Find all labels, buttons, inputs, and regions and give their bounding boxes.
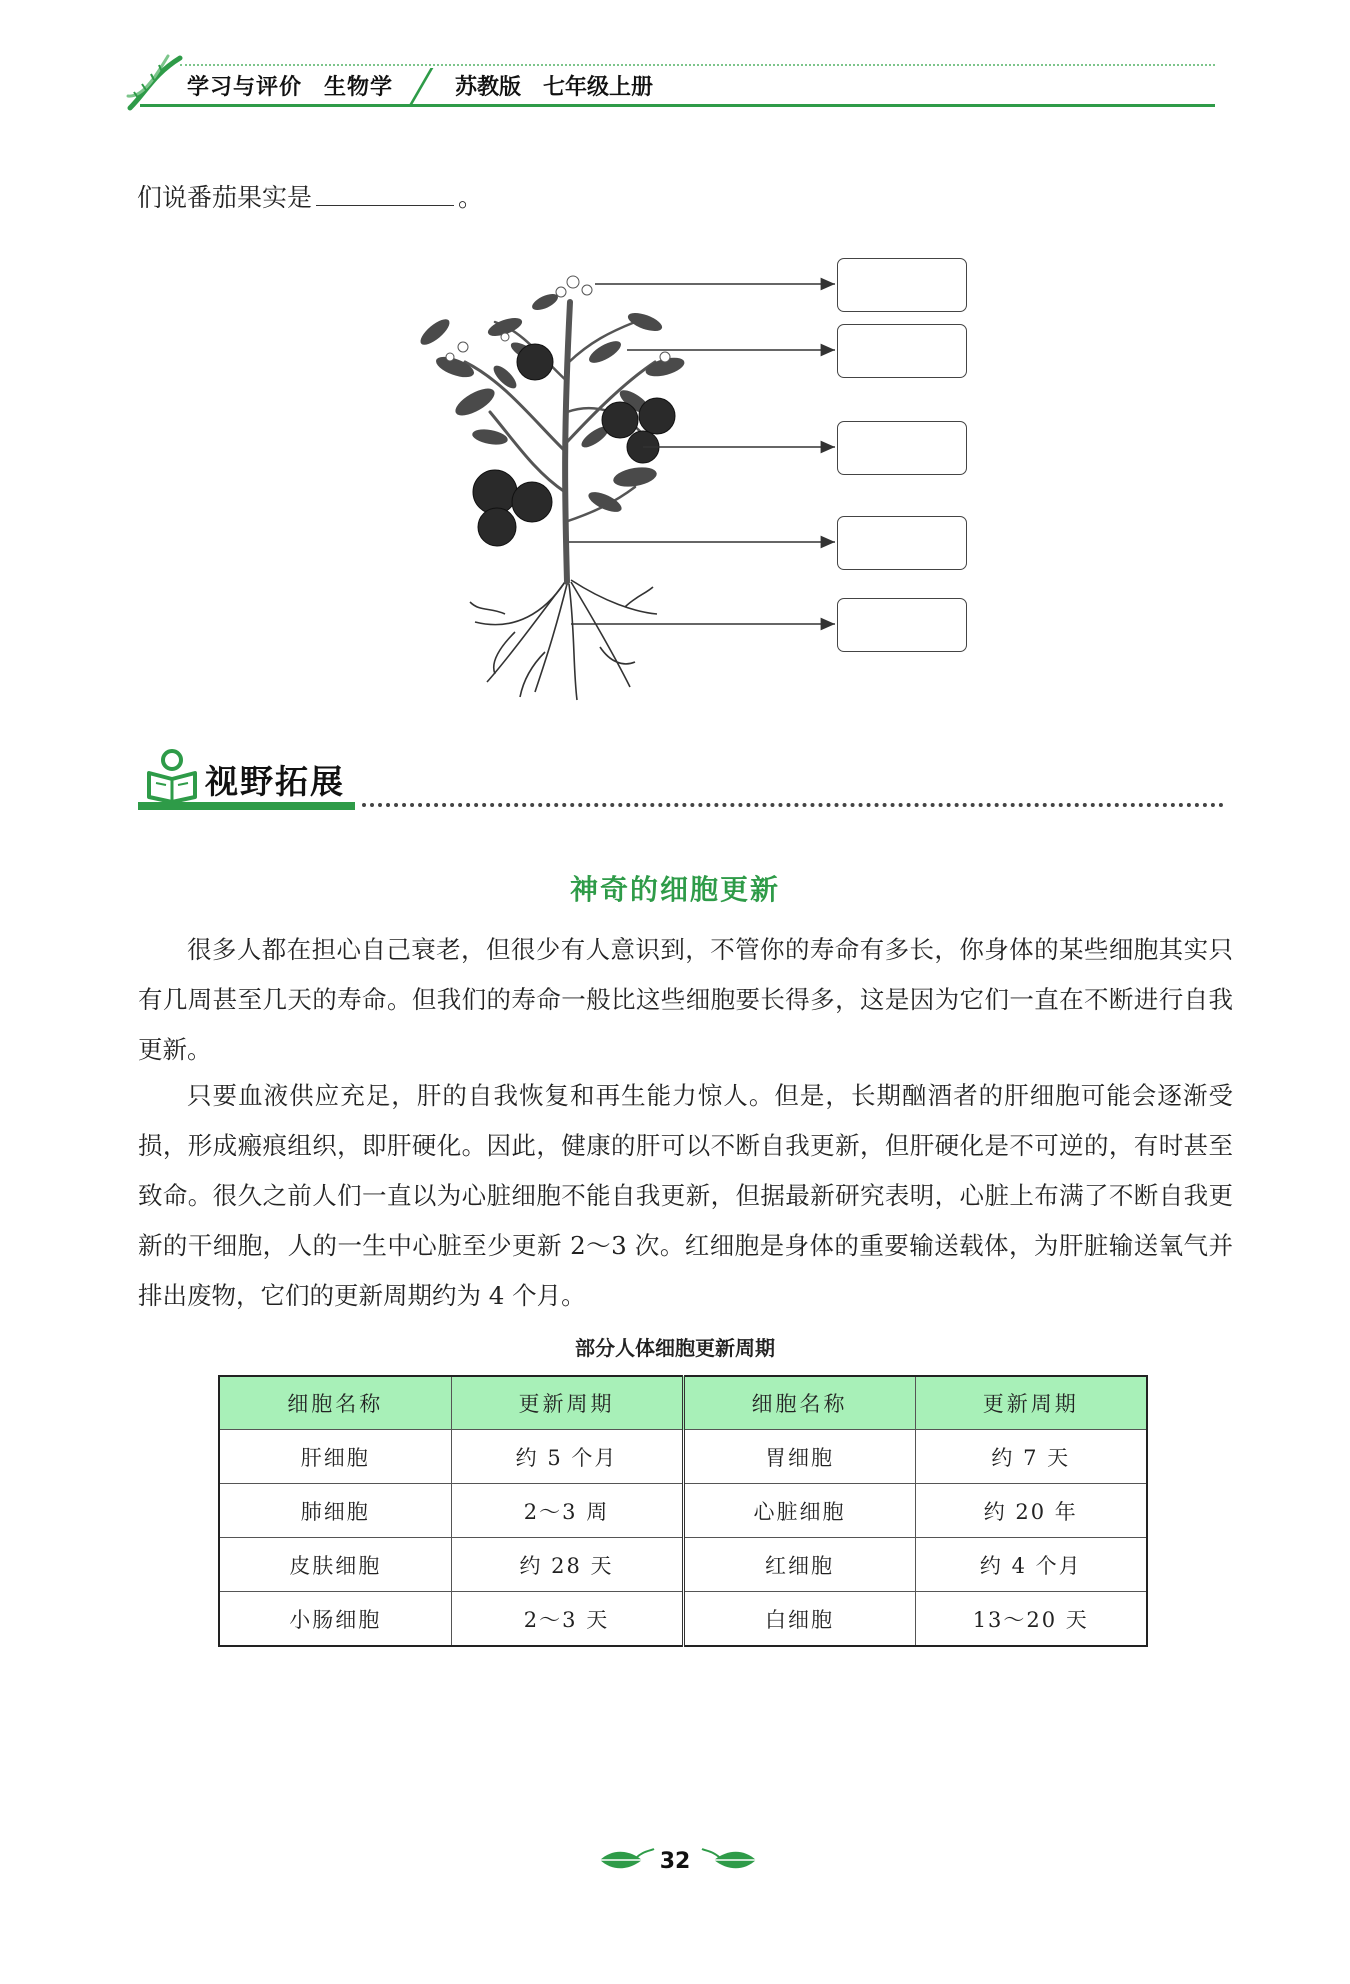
cell-period: 约 5 个月 [451, 1430, 683, 1484]
roots [470, 580, 657, 700]
cell-name: 皮肤细胞 [219, 1538, 451, 1592]
table-row [219, 1592, 1147, 1647]
grade-label: 七年级上册 [543, 75, 654, 100]
table-title: 部分人体细胞更新周期 [575, 1336, 775, 1360]
table-row [219, 1538, 1147, 1592]
page-number: 32 [659, 1849, 691, 1874]
header-slash [410, 68, 434, 104]
cell-name: 小肠细胞 [219, 1592, 451, 1647]
cell-period: 约 7 天 [915, 1430, 1147, 1484]
answer-blank[interactable] [316, 179, 454, 206]
header-cell-period: 更新周期 [451, 1376, 683, 1430]
cell-name: 肺细胞 [219, 1484, 451, 1538]
question-prefix: 们说番茄果实是 [137, 183, 313, 212]
label-box-leaf[interactable] [837, 421, 967, 475]
article-paragraph-1: 很多人都在担心自己衰老，但很少有人意识到，不管你的寿命有多长，你身体的某些细胞其实只有几周甚至几天的寿命。但我们的寿命一般比这些细胞要长得多，这是因为它们一直在不断进行自我更新。 [138, 935, 1233, 1064]
header-edition [455, 70, 653, 101]
article-title: 神奇的细胞更新 [569, 873, 780, 906]
series-title: 学习与评价 [187, 75, 303, 100]
article-paragraph-2: 只要血液供应充足，肝的自我恢复和再生能力惊人。但是，长期酗酒者的肝细胞可能会逐渐受损，形成瘢痕组织，即肝硬化。因此，健康的肝可以不断自我更新，但肝硬化是不可逆的，有时甚至致命。很久之前人们一直以为心脏细胞不能自我更新，但据最新研究表明，心脏上布满了不断自我更新的干细胞，人的一生中心脏至少更新 2～3 次。红细胞是身体的重要输送载体，为肝脏输送氧气并排出废物，它们的更新周期约为 4 个月。 [138, 1081, 1233, 1310]
cell-period: 约 20 年 [915, 1484, 1147, 1538]
reader-book-icon [144, 747, 200, 803]
cell-period: 2～3 天 [451, 1592, 683, 1647]
label-box-fruit[interactable] [837, 324, 967, 378]
table-row [219, 1484, 1147, 1538]
header-dotted-line [180, 64, 1215, 66]
tomato-plant-illustration [395, 262, 855, 702]
question-line [137, 178, 483, 214]
right-leaf-ornament-icon [700, 1845, 758, 1875]
section-bar [138, 802, 355, 810]
cell-period: 约 28 天 [451, 1538, 683, 1592]
cell-name: 红细胞 [683, 1538, 915, 1592]
label-box-stem[interactable] [837, 516, 967, 570]
cell-name: 心脏细胞 [683, 1484, 915, 1538]
subject-title: 生物学 [324, 75, 394, 100]
cell-period: 约 4 个月 [915, 1538, 1147, 1592]
cell-name: 胃细胞 [683, 1430, 915, 1484]
cell-name: 肝细胞 [219, 1430, 451, 1484]
header-rule [140, 104, 1215, 107]
cell-name: 白细胞 [683, 1592, 915, 1647]
table-row [219, 1430, 1147, 1484]
question-suffix: 。 [458, 183, 484, 212]
table-header-row [219, 1376, 1147, 1430]
header-cell-period: 更新周期 [915, 1376, 1147, 1430]
cell-period: 13～20 天 [915, 1592, 1147, 1647]
cell-period: 2～3 周 [451, 1484, 683, 1538]
header-series [187, 70, 393, 101]
section-title: 视野拓展 [205, 762, 345, 801]
section-dotted-rule [362, 803, 1224, 807]
label-box-root[interactable] [837, 598, 967, 652]
edition-label: 苏教版 [455, 75, 522, 100]
header-cell-name: 细胞名称 [219, 1376, 451, 1430]
cell-renewal-table [218, 1375, 1148, 1647]
label-box-flower[interactable] [837, 258, 967, 312]
header-cell-name: 细胞名称 [683, 1376, 915, 1430]
